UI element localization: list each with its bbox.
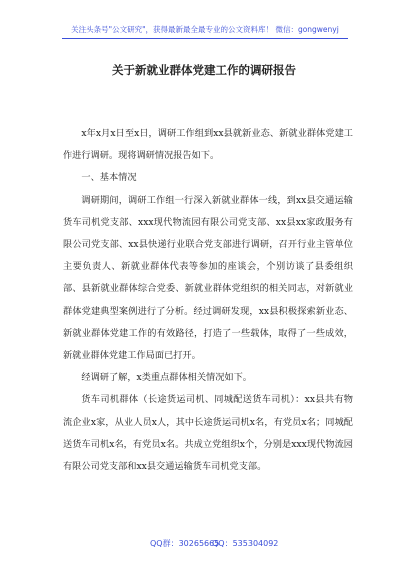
- footer-qq: QQ：535304092: [212, 539, 279, 548]
- document-title: 关于新就业群体党建工作的调研报告: [112, 63, 296, 77]
- header-notice: 关注头条号"公文研究"，获得最新最全最专业的公文资料库！ 微信：gongwenyj: [71, 25, 339, 34]
- header-divider: [62, 38, 348, 39]
- section-heading-basic: 一、基本情况: [81, 172, 137, 184]
- body-paragraph-survey: 调研期间，调研工作组一行深入新就业群体一线，到xx县交通运输货车司机党支部、xxx现代物流园有限公司党支部、xx县xx家政服务有限公司党支部、xx县快递行业联合党支部进行调研，召开行业主管单位主要负责人、新就业群体代表等参加的座谈会，个别访谈了县委组织部、县新就业群体综合党委、新就业群体党组织的相关同志，对新就业群体党建典型案例进行了分析。经过调研发现，xx县积极探索新业态、新就业群体党建工作的有效路径，打造了一些载体，取得了一些成效，新就业群体党建工作局面已打开。: [63, 194, 353, 362]
- body-paragraph-truck-drivers: 货车司机群体（长途货运司机、同城配送货车司机）：xx县共有物流企业x家，从业人员x人，其中长途货运司机x名，有党员x名；同城配送货车司机x名，有党员x名。共成立党组织x个，分别是xxx现代物流园有限公司党支部和xx县交通运输货车司机党支部。: [63, 394, 353, 473]
- document-body: [63, 123, 353, 478]
- footer-qq-group: QQ群：30265665: [150, 539, 220, 548]
- body-paragraph-findings: 经调研了解，x类重点群体相关情况如下。: [81, 372, 252, 384]
- body-paragraph-intro: x年x月x日至x日，调研工作组到xx县就新业态、新就业群体党建工作进行调研。现将调研情况报告如下。: [63, 128, 353, 162]
